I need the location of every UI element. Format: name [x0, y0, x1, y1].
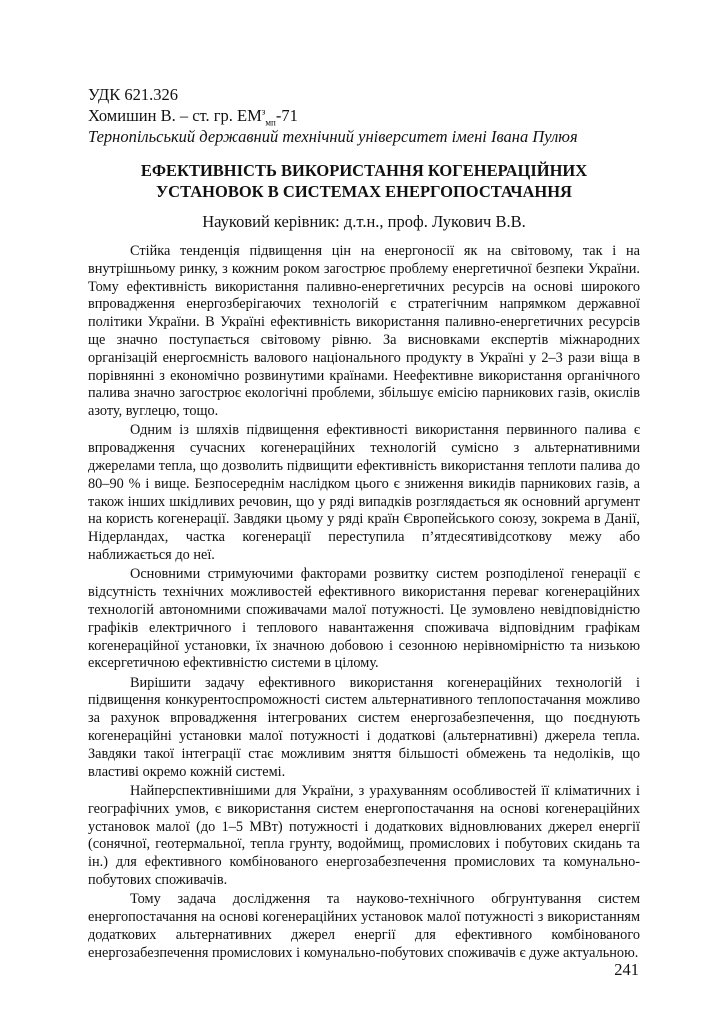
- title-line-2: УСТАНОВОК В СИСТЕМАХ ЕНЕРГОПОСТАЧАННЯ: [156, 182, 572, 201]
- article-header: [88, 84, 648, 147]
- paragraph: Основними стримуючими факторами розвитку систем розподіленої генерації є відсутність технічних можливостей ефективного використання переваг когенераційних технологій автономними споживачами малої потужності. Це зумовлено невідповідністю графіків електричного і теплового навантаження споживача відповідним графікам когенераційної установки, їх значною добовою і сезонною нерівномірністю та низькою ексергетичною ефективністю системи в цілому.: [88, 566, 640, 672]
- author-line: [88, 105, 648, 126]
- paragraph: Вирішити задачу ефективного використання когенераційних технологій і підвищення конкурентоспроможності систем альтернативного теплопостачання можливо за рахунок впровадження інтегрованих систем енергозабезпечення, що поєднують когенераційні установки малої потужності і додаткові (альтернативні) джерела тепла. Завдяки такої інтеграції стає можливим зняття більшості обмежень та недоліків, що властиві окремо кожній системі.: [88, 674, 640, 780]
- article-title: [88, 160, 640, 202]
- paragraph: Одним із шляхів підвищення ефективності використання первинного палива є впровадження сучасних когенераційних технологій сумісно з альтернативними джерелами тепла, що дозволить підвищити ефективність використання теплоти палива до 80–90 % і вище. Безпосереднім наслідком цього є зниження викидів парникових газів, а також інших шкідливих речовин, що у ряді випадків розглядається як основний аргумент на користь когенерації. Завдяки цьому у ряді країн Європейського союзу, зокрема в Данії, Нідерландах, частка когенерації переступила п’ятдесятивідсоткову межу або наближається до неї.: [88, 422, 640, 564]
- paragraph: Найперспективнішими для України, з урахуванням особливостей її кліматичних і географічних умов, є використання систем енергопостачання на основі когенераційних установок малої (до 1–5 МВт) потужності і додаткових відновлюваних джерел енергії (сонячної, геотермальної, тепла грунту, водоймищ, промислових і побутових скидань та ін.) для ефективного комбінованого енергозабезпечення промислових та комунально-побутових споживачів.: [88, 782, 640, 888]
- article-body: [88, 243, 640, 964]
- author-name: Хомишин В. – ст. гр. ЕМ: [88, 106, 262, 125]
- paragraph: Тому задача дослідження та науково-технічного обгрунтування систем енергопостачання на основі когенераційних установок малої потужності з використанням додаткових альтернативних джерел енергії для ефективного комбінованого енергозабезпечення промислових і комунально-побутових споживачів є дуже актуальною.: [88, 891, 640, 961]
- title-line-1: ЕФЕКТИВНІСТЬ ВИКОРИСТАННЯ КОГЕНЕРАЦІЙНИХ: [140, 161, 588, 180]
- page-number: 241: [614, 960, 639, 979]
- scientific-advisor: Науковий керівник: д.т.н., проф. Лукович В.В.: [202, 212, 526, 231]
- paragraph: Стійка тенденція підвищення цін на енергоносії як на світовому, так і на внутрішньому ринку, з кожним роком загострює проблему енергетичної безпеки України. Тому ефективність використання паливно-енергетичних ресурсів на основі широкого впровадження енергозберігаючих технологій є стратегічним напрямком державної політики України. В Україні ефективність використання паливно-енергетичних ресурсів ще значно поступається світовому рівню. За висновками експертів міжнародних організацій енергоємність валового національного продукту в Україні у 2–3 рази віща в порівнянні з економічно розвинутими країнами. Неефективне використання органічного палива значно загострює екологічні проблеми, збільшує емісію парникових газів, окислів азоту, вуглецю, тощо.: [88, 243, 640, 420]
- institution: Тернопільський державний технічний університет імені Івана Пулюя: [88, 127, 578, 146]
- group-subscript: мп: [265, 117, 276, 128]
- udk-code: УДК 621.326: [88, 85, 179, 104]
- group-superscript: з: [261, 106, 266, 117]
- group-suffix: -71: [275, 106, 298, 125]
